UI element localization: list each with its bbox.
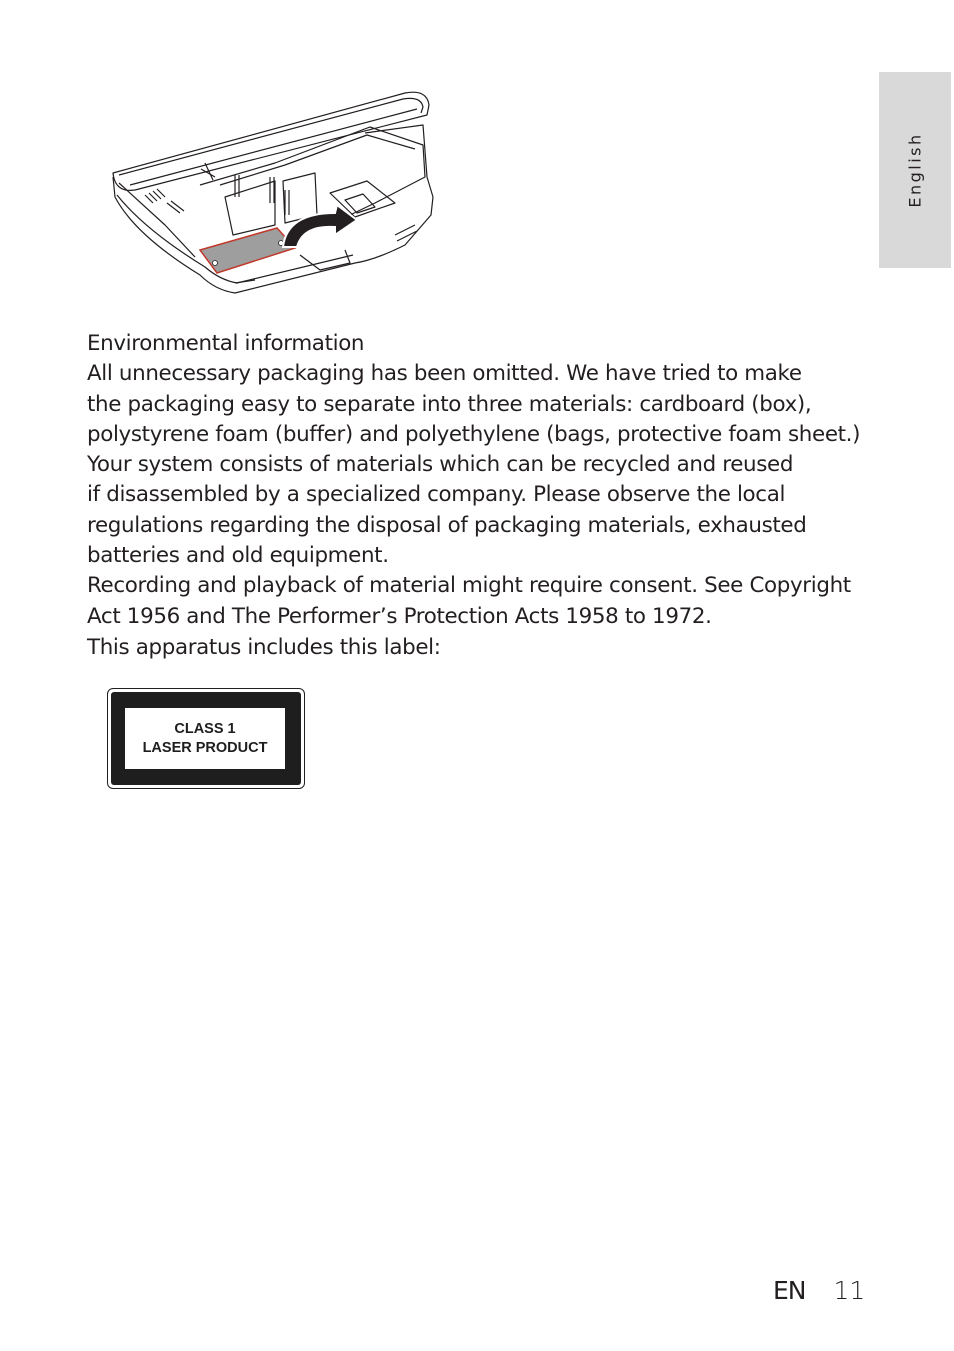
language-tab-label: English (905, 132, 925, 208)
label-intro: This apparatus includes this label: (87, 634, 441, 660)
label-text-box (125, 708, 285, 769)
body-line: polystyrene foam (buffer) and polyethylene (bags, protective foam sheet.) (87, 421, 861, 447)
page-number: 11 (833, 1276, 866, 1305)
body-line: the packaging easy to separate into three materials: cardboard (box), (87, 391, 812, 417)
page-footer (773, 1276, 865, 1305)
language-side-tab (879, 72, 951, 268)
body-line: Recording and playback of material might require consent. See Copyright (87, 573, 851, 599)
body-line: if disassembled by a specialized company. Please observe the local (87, 482, 786, 508)
environmental-section (87, 329, 877, 663)
body-line: regulations regarding the disposal of packaging materials, exhausted (87, 512, 807, 538)
body-line: Your system consists of materials which can be recycled and reused (87, 452, 794, 478)
label-class: CLASS 1 (174, 720, 236, 737)
label-product: LASER PRODUCT (142, 739, 268, 756)
footer-language-code: EN (773, 1276, 806, 1305)
laser-product-label (107, 688, 305, 789)
body-line: Act 1956 and The Performer’s Protection Acts 1958 to 1972. (87, 603, 712, 629)
body-line: batteries and old equipment. (87, 543, 389, 569)
section-heading: Environmental information (87, 331, 365, 356)
battery-removal-illustration (105, 85, 450, 300)
body-line: All unnecessary packaging has been omitted. We have tried to make (87, 361, 802, 387)
